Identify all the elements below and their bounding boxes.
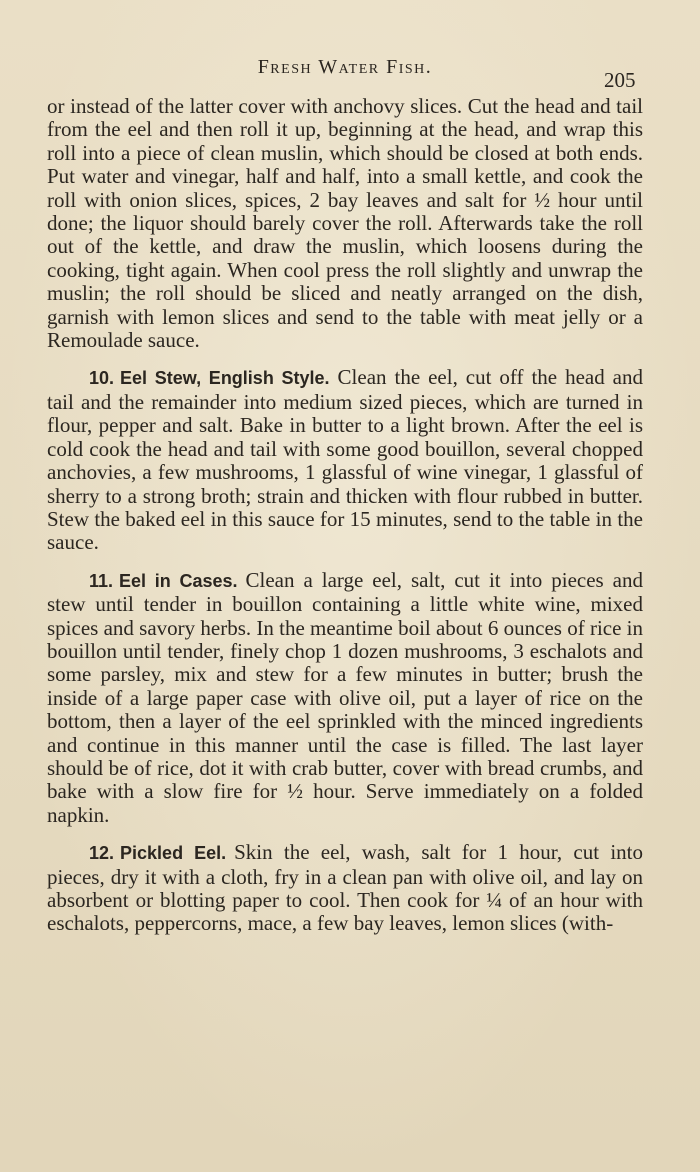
recipe-text: Clean a large eel, salt, cut it into pieces and stew until tender in bouillon containing a little white wine, mixed spices and savory herbs. In the meantime boil about 6 ounces of rice in bouillon until tender, finely chop 1 dozen mushrooms, 3 eschalots and some parsley, mix and stew for a few minutes in butter; brush the inside of a large paper case with olive oil, put a layer of rice on the bottom, then a layer of the eel sprinkled with the minced ingredients and continue in this manner until the case is filled. The last layer should be of rice, dot it with crab butter, cover with bread crumbs, and bake with a slow fire for ½ hour. Serve immediately on a folded napkin. <box>47 567 643 827</box>
recipe-number: 12. <box>89 843 115 864</box>
recipe-title: Eel Stew, English Style. <box>120 368 330 389</box>
recipe-number: 10. <box>89 368 115 389</box>
recipe-12 <box>47 841 643 936</box>
recipe-11 <box>47 569 643 827</box>
running-head: Fresh Water Fish. <box>257 56 433 78</box>
continued-paragraph: or instead of the latter cover with anchovy slices. Cut the head and tail from the eel and then roll it up, beginning at the head, and wrap this roll into a piece of clean muslin, which should be closed at both ends. Put water and vinegar, half and half, into a small kettle, and cook the roll with onion slices, spices, 2 bay leaves and salt for ½ hour until done; the liquor should barely cover the roll. Afterwards take the roll out of the kettle, and draw the muslin, which loosens during the cooking, tight again. When cool press the roll slightly and unwrap the muslin; the roll should be sliced and neatly arranged on the dish, garnish with lemon slices and send to the table with meat jelly or a Remoulade sauce. <box>47 94 643 353</box>
page-header <box>0 52 700 92</box>
page-body <box>47 95 643 936</box>
recipe-number: 11. <box>89 570 114 591</box>
page-number: 205 <box>604 68 636 92</box>
recipe-text: Clean the eel, cut off the head and tail and the remainder into medium sized pieces, which are turned in flour, pepper and salt. Bake in butter to a light brown. After the eel is cold cook the head and tail with some good bouillon, several chopped anchovies, a few mushrooms, 1 glassful of wine vinegar, 1 glassful of sherry to a strong broth; strain and thicken with flour rubbed in butter. Stew the baked eel in this sauce for 15 minutes, send to the table in the sauce. <box>47 365 643 555</box>
recipe-title: Pickled Eel. <box>120 843 227 864</box>
recipe-text: Skin the eel, wash, salt for 1 hour, cut into pieces, dry it with a cloth, fry in a clean pan with olive oil, and lay on absorbent or blotting paper to cool. Then cook for ¼ of an hour with eschalots, peppercorns, mace, a few bay leaves, lemon slices (with- <box>47 840 643 936</box>
recipe-10 <box>47 366 643 554</box>
recipe-title: Eel in Cases. <box>119 570 238 591</box>
